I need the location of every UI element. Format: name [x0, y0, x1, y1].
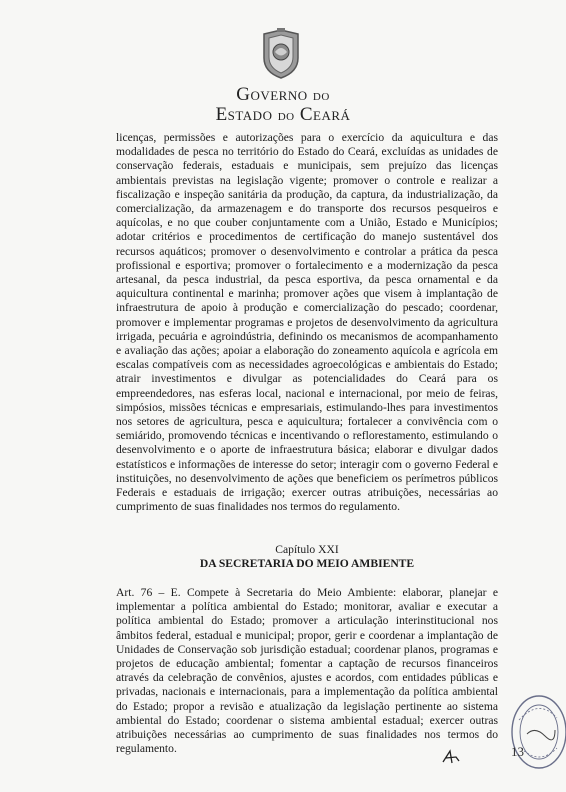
article-76-e-paragraph: Art. 76 – E. Compete à Secretaria do Meio Ambiente: elaborar, planejar e implementar a política ambiental do Estado; monitorar, avaliar e executar a política ambiental do Estado; promover a articulação interinstitucional nos âmbitos federal, estadual e municipal; propor, gerir e coordenar a implantação de Unidades de Conservação sob jurisdição estadual; coordenar planos, programas e projetos de educação ambiental; fomentar a captação de recursos financeiros através da celebração de convênios, ajustes e acordos, com entidades públicas e privadas, nacionais e internacionais, para a implementação da política ambiental do Estado; propor a revisão e atualização da legislação pertinente ao sistema ambiental do Estado; coordenar o sistema ambiental estadual; exercer outras atribuições necessárias ao cumprimento de suas finalidades nos termos do regulamento.: [116, 586, 498, 756]
state-word: Estado: [215, 104, 273, 125]
state-do: do: [277, 108, 295, 124]
government-word: Governo: [236, 84, 308, 105]
government-title: [0, 84, 566, 106]
handwritten-initial-icon: [440, 748, 462, 766]
coat-of-arms-icon: [260, 28, 302, 80]
chapter-number: Capítulo XXI: [275, 543, 339, 556]
government-do: do: [312, 88, 330, 104]
chapter-title: DA SECRETARIA DO MEIO AMBIENTE: [199, 557, 415, 570]
body-paragraph-continuation: licenças, permissões e autorizações para o exercício da aquicultura e das modalidades de pesca no território do Estado do Ceará, excluídas as unidades de conservação federais, estaduais e municipais, sem prejuízo das licenças ambientais previstas na legislação vigente; promover o controle e realizar a fiscalização e inspeção sanitária da produção, da captura, da industrialização, da comercialização, da armazenagem e do transporte dos recursos pesqueiros e aquícolas, e no que couber conjuntamente com a União, Estado e Municípios; adotar critérios e procedimentos de certificação do manejo sustentável dos recursos aquáticos; promover o desenvolvimento e controlar a prática da pesca profissional e esportiva; promover o fortalecimento e a modernização da pesca artesanal, da pesca industrial, da pesca esportiva, da pesca ornamental e da aquicultura continental e marinha; promover ações que visem à implantação de infraestrutura de apoio à produção e comercialização do pescado; coordenar, promover e implementar programas e projetos de desenvolvimento da agricultura irrigada, pecuária e agroindústria, definindo os mecanismos de acompanhamento e avaliação das ações; apoiar a elaboração do zoneamento aquícola e agrícola em escalas compatíveis com as necessidades agroecológicas e ambientais do Estado; atrair investimentos e divulgar as potencialidades do Ceará para os empreendedores, nas esferas local, nacional e internacional, por meio de feiras, simpósios, missões técnicas e empresariais, estimulando-lhes para investimentos nos setores de agricultura, pesca e aquicultura; fortalecer a convivência com o semiárido, promovendo técnicas e incentivando o reflorestamento, estimulando o desenvolvimento e o aporte de infraestrutura básica; elaborar e divulgar dados estatísticos e informações de interesse do setor; interagir com o governo Federal e instituições, no desenvolvimento de ações que beneficiem os perímetros públicos Federais e estaduais de irrigação; exercer outras atribuições, necessárias ao cumprimento de suas finalidades nos termos do regulamento.: [116, 131, 498, 514]
page-number: 13: [511, 744, 524, 759]
state-name: Ceará: [299, 104, 351, 125]
state-title: [0, 104, 566, 126]
